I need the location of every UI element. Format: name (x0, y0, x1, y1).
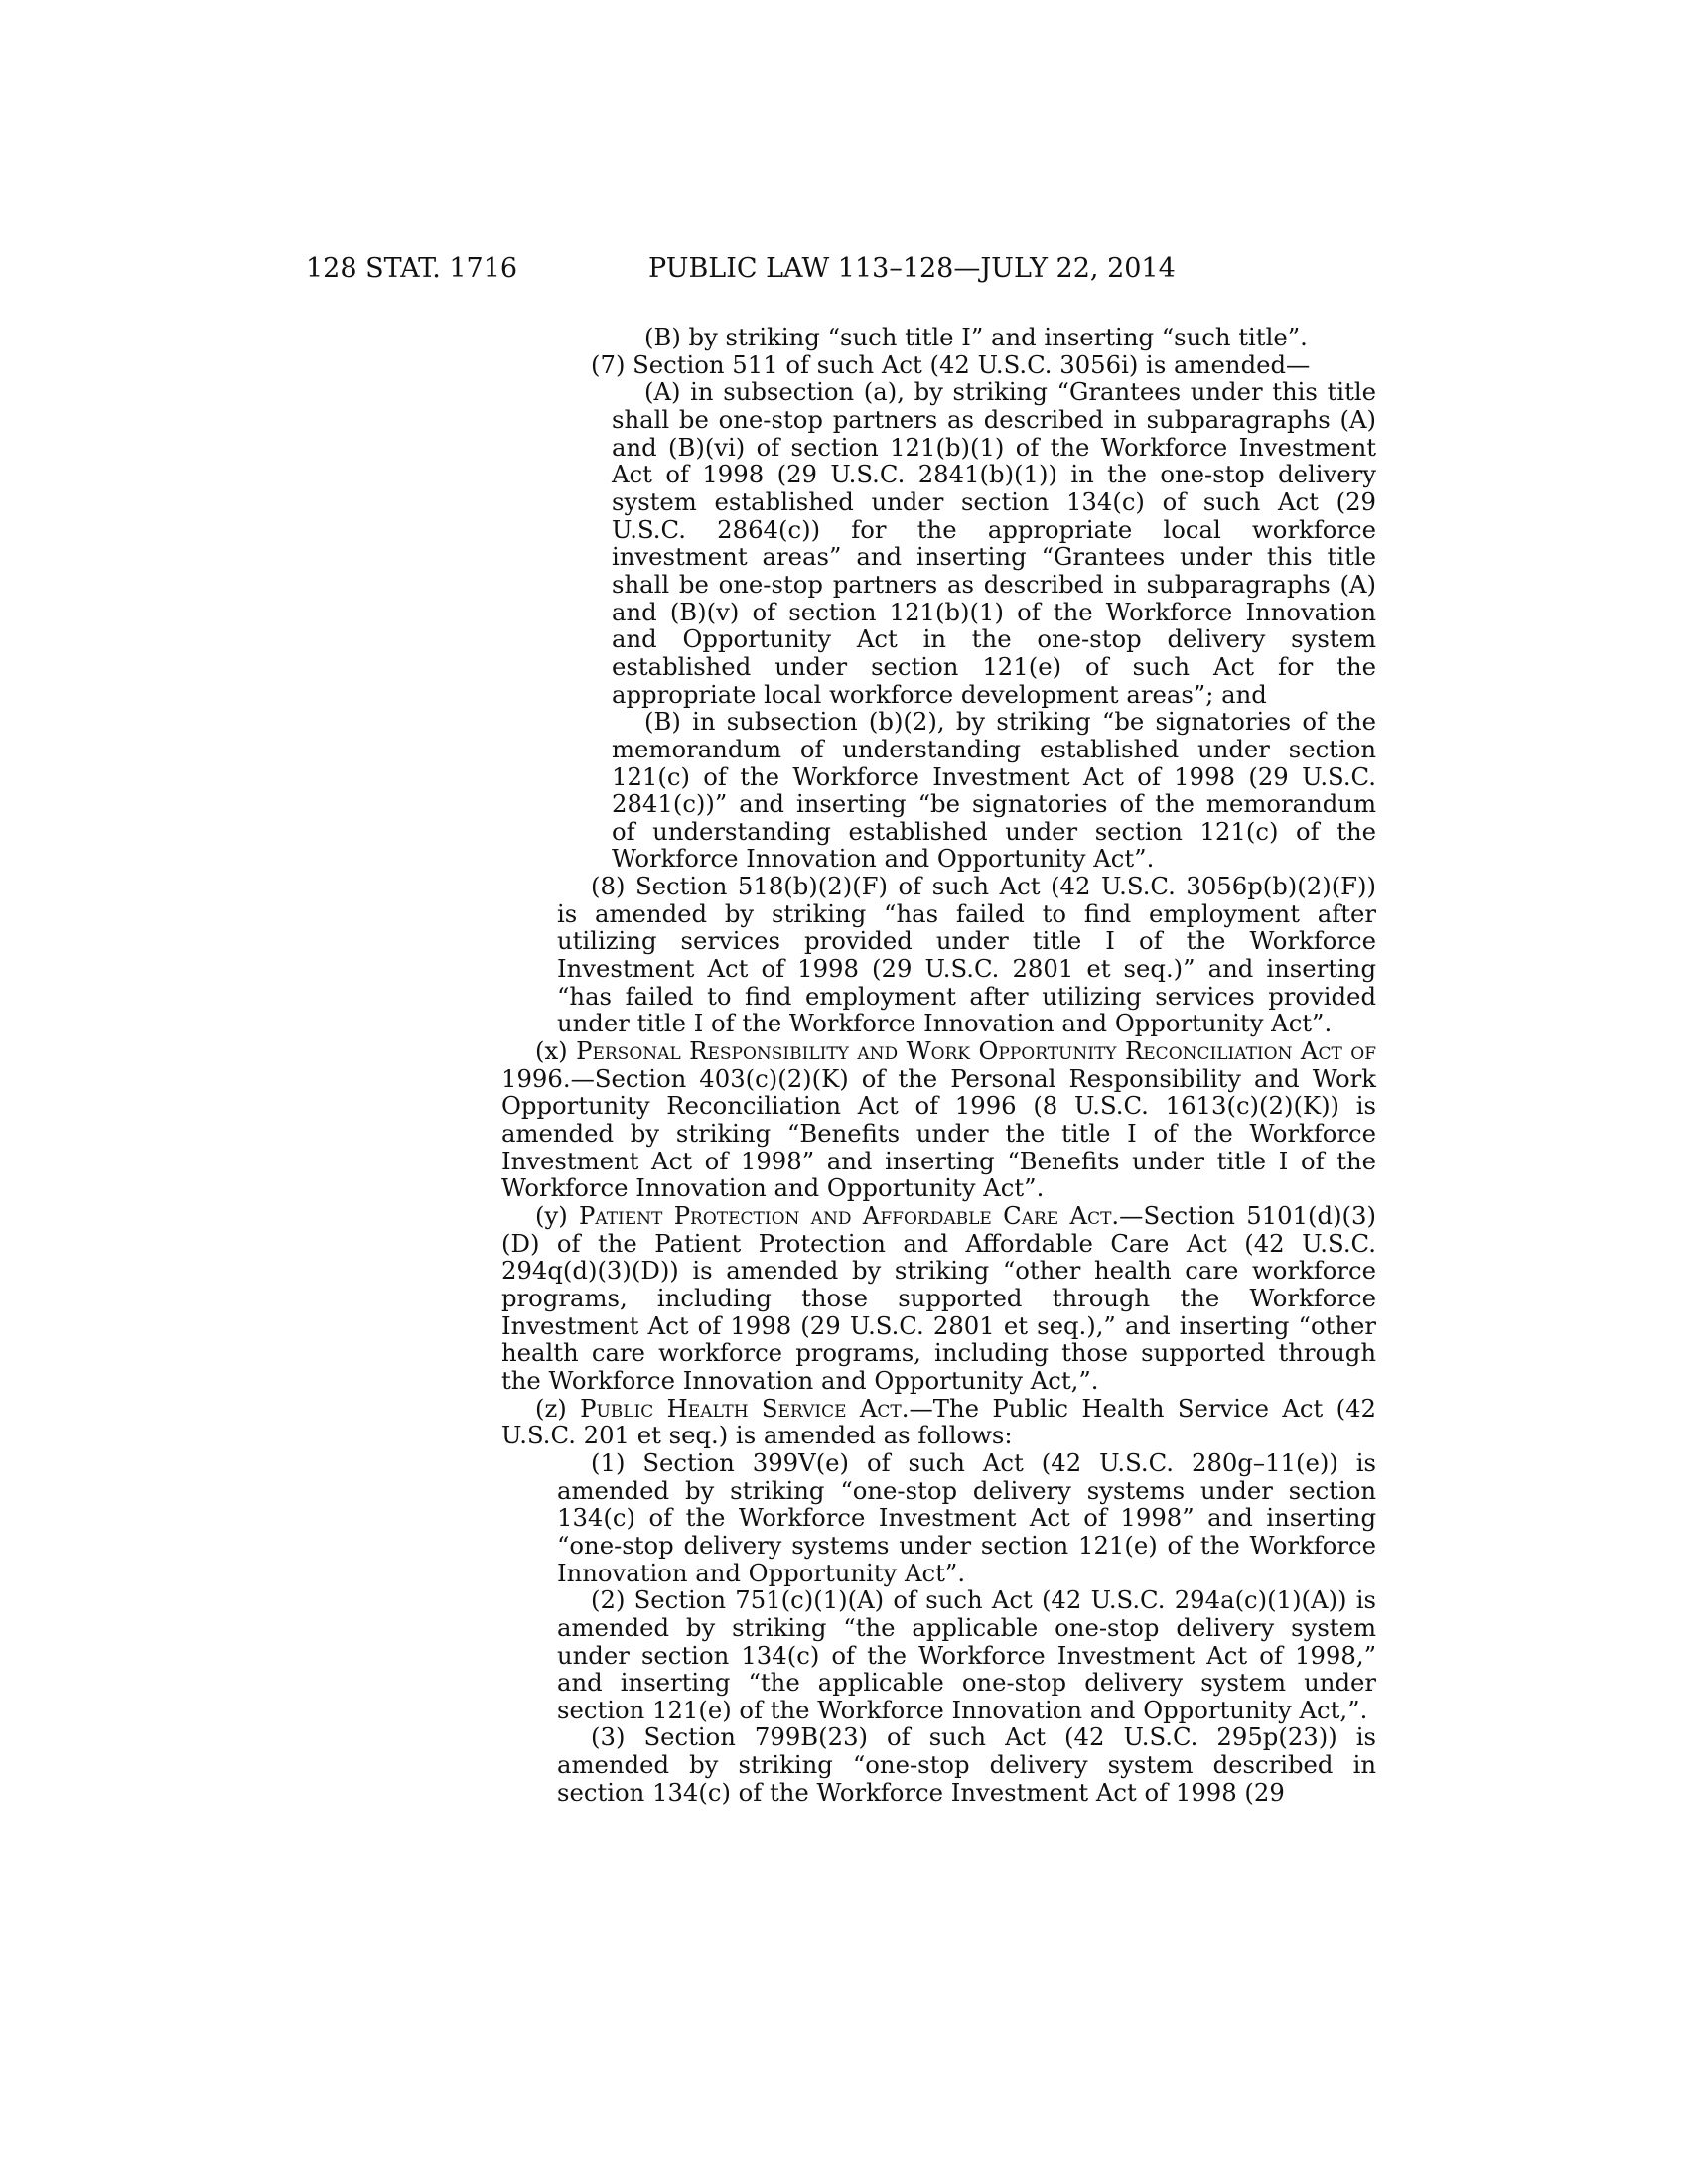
paragraph-8: (8) Section 518(b)(2)(F) of such Act (42 U.S.C. 3056p(b)(2)(F)) is amended by striking “has failed to find employment after utilizing services provided under title I of the Workforce Investment Act of 1998 (29 U.S.C. 2801 et seq.)” and inserting “has failed to find employment after utilizing services provided under title I of the Workforce Innovation and Opportunity Act”. (557, 872, 1376, 1038)
body-text (501, 324, 1376, 1806)
paragraph-z1: (1) Section 399V(e) of such Act (42 U.S.C. 280g–11(e)) is amended by striking “one-stop delivery systems under section 134(c) of the Workforce Investment Act of 1998” and inserting “one-stop delivery systems under section 121(e) of the Workforce Innovation and Opportunity Act”. (557, 1447, 1376, 1587)
law-title: PUBLIC LAW 113–128—JULY 22, 2014 (648, 253, 1176, 284)
subsection-z-text: —The Public Health Service Act (42 U.S.C. 201 et seq.) is amended as follows: (501, 1393, 1376, 1450)
paragraph-7: (7) Section 511 of such Act (42 U.S.C. 3056i) is amended— (591, 349, 1311, 379)
paragraph-z3: (3) Section 799B(23) of such Act (42 U.S.C. 295p(23)) is amended by striking “one-stop delivery system described in section 134(c) of the Workforce Investment Act of 1998 (29 (557, 1722, 1376, 1807)
subsection-y-label: (y) (535, 1201, 580, 1230)
subsection-z-label: (z) (535, 1393, 581, 1423)
subsection-y-text: —Section 5101(d)(3)(D) of the Patient Protection and Affordable Care Act (42 U.S.C. 294q(d)(3)(D)) is amended by striking “other health care workforce programs, including those supported through the Workforce Investment Act of 1998 (29 U.S.C. 2801 et seq.),” and inserting “other health care workforce programs, including those supported through the Workforce Innovation and Opportunity Act,”. (501, 1201, 1376, 1395)
subsection-y (501, 1202, 1376, 1395)
running-head (306, 249, 1229, 289)
paragraph-7a: (A) in subsection (a), by striking “Grantees under this title shall be one-stop partners as described in subparagraphs (A) and (B)(vi) of section 121(b)(1) of the Workforce Investment Act of 1998 (29 U.S.C. 2841(b)(1)) in the one-stop delivery system established under section 134(c) of such Act (29 U.S.C. 2864(c)) for the appropriate local workforce investment areas” and inserting “Grantees under this title shall be one-stop partners as described in subparagraphs (A) and (B)(v) of section 121(b)(1) of the Workforce Innovation and Opportunity Act in the one-stop delivery system established under section 121(e) of such Act for the appropriate local workforce development areas”; and (612, 377, 1376, 709)
subsection-x-label: (x) (535, 1036, 577, 1066)
subsection-x-text: —Section 403(c)(2)(K) of the Personal Responsibility and Work Opportunity Reconciliation Act of 1996 (8 U.S.C. 1613(c)(2)(K)) is amended by striking “Benefits under the title I of the Workforce Investment Act of 1998” and inserting “Benefits under title I of the Workforce Innovation and Opportunity Act”. (501, 1063, 1376, 1203)
page-reference: 128 STAT. 1716 (306, 253, 518, 284)
subsection-z (501, 1395, 1376, 1449)
paragraph-7b: (B) in subsection (b)(2), by striking “be signatories of the memorandum of understanding established under section 121(c) of the Workforce Investment Act of 1998 (29 U.S.C. 2841(c))” and inserting “be signatories of the memorandum of understanding established under section 121(c) of the Workforce Innovation and Opportunity Act”. (612, 707, 1376, 874)
subsection-y-heading: Patient Protection and Affordable Care Act. (579, 1201, 1120, 1230)
paragraph-z2: (2) Section 751(c)(1)(A) of such Act (42 U.S.C. 294a(c)(1)(A)) is amended by striking “the applicable one-stop delivery system under section 134(c) of the Workforce Investment Act of 1998,” and inserting “the applicable one-stop delivery system under section 121(e) of the Workforce Innovation and Opportunity Act,”. (557, 1585, 1376, 1724)
subsection-x (501, 1037, 1376, 1202)
paragraph-7b-prev: (B) by striking “such title I” and inserting “such title”. (644, 323, 1308, 351)
subsection-z-heading: Public Health Service Act. (580, 1393, 910, 1423)
subsection-x-heading: Personal Responsibility and Work Opportunity Reconciliation Act of 1996. (501, 1036, 1376, 1093)
